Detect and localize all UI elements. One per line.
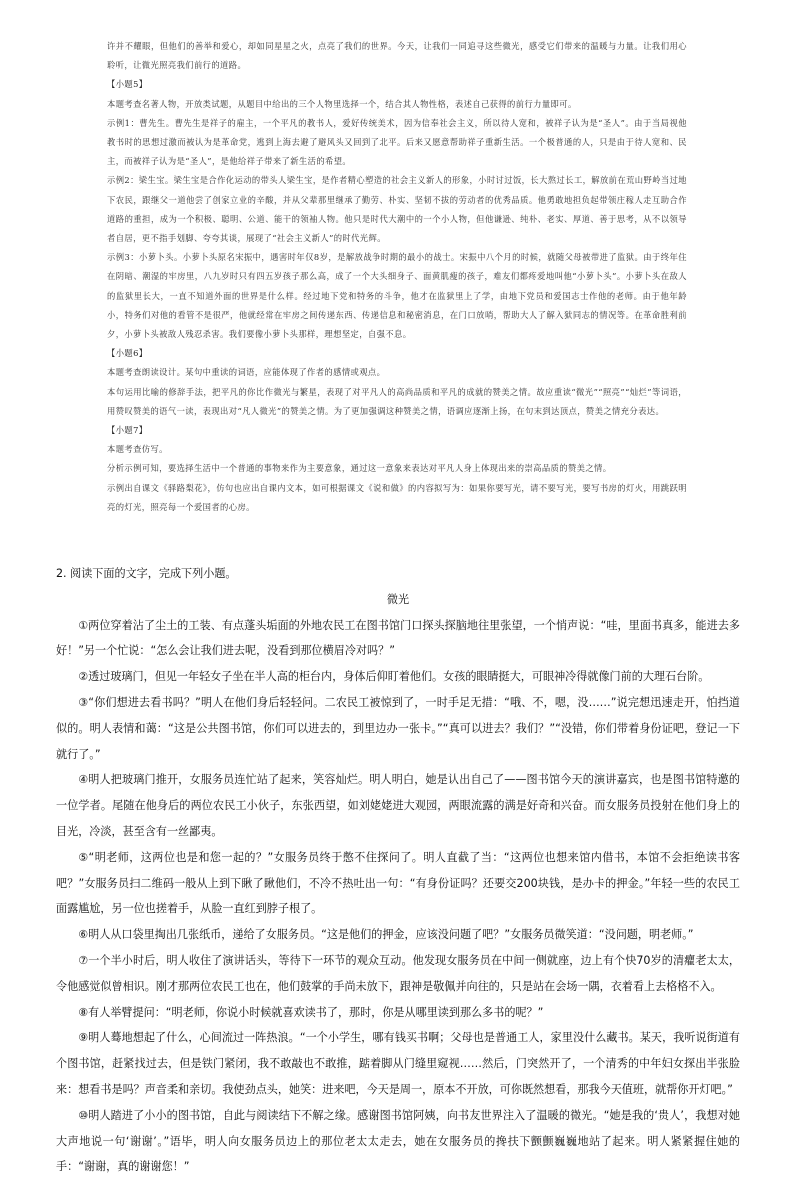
sub-question-tag-7: 【小题7】 — [107, 425, 148, 436]
passage-paragraph: ⑤“明老师，这两位也是和您一起的？”女服务员终于憋不住探问了。明人直截了当：“这两位也想来馆内借书，本馆不会拒绝读书客吧？”女服务员扫二维码一般从上到下瞅了瞅他们，不冷不热吐出一句：“有身份证吗？还要交200块钱，是办卡的押金。”年轻一些的农民工面露尴尬，另一位也搓着手，从脸一直红到脖子根了。 — [56, 850, 740, 916]
passage-paragraph: ⑧有人举臂提问：“明老师，你说小时候就喜欢读书了，那时，你是从哪里读到那么多书的呢？” — [78, 1005, 544, 1019]
answer-example-2: 示例2：梁生宝。梁生宝是合作化运动的带头人梁生宝，是作者精心塑造的社会主义新人的形象，小时讨过饭，长大熬过长工，解放前在荒山野岭当过地下农民，跟继父一道他尝了创家立业的辛酸，并从父辈那里继承了勤劳、朴实、坚韧不拔的劳动者的优秀品质。他勇敢地担负起带领庄稼人走互助合作道路的重担，成为一个积极、聪明、公道、能干的领袖人物。他只是时代大潮中的一个小人物，但他谦逊、纯朴、老实、厚道、善于思考，从不以领导者自居，更不指手划脚、夸夸其谈，展现了“社会主义新人”的时代光辉。 — [107, 175, 687, 244]
answer-example-1: 示例1：曹先生。曹先生是祥子的雇主，一个平凡的教书人，爱好传统美术，因为信奉社会主义，所以待人宽和，被祥子认为是“圣人”。由于当局视他教书时的思想过激而被认为是革命党，逃到上海去避了避风头又回到了北平。后来又愿意帮助祥子重新生活。一个极普通的人，只是由于待人宽和、民主，而被祥子认为是“圣人”，是他给祥子带来了新生活的希望。 — [107, 117, 687, 167]
passage-paragraph: ②透过玻璃门，但见一年轻女子坐在半人高的柜台内，身体后仰盯着他们。女孩的眼睛挺大，可眼神冷得就像门前的大理石台阶。 — [78, 670, 710, 684]
passage-paragraph: ⑩明人踏进了小小的图书馆，自此与阅读结下不解之缘。感谢图书馆阿姨，向书友世界注入了温暖的微光。“她是我的‘贵人’，我想对她大声地说一句‘谢谢’。”语毕，明人向女服务员边上的那位老太太走去，她在女服务员的搀扶下颤颤巍巍地站了起来。明人紧紧握住她的手：“谢谢，真的谢谢您！” — [56, 1108, 740, 1174]
passage-paragraph: ⑦一个半小时后，明人收住了演讲话头，等待下一环节的观众互动。他发现女服务员在中间一侧就座，边上有个快70岁的清癯老太太，令他感觉似曾相识。刚才那两位农民工也在，他们鼓掌的手尚未放下，跟神是敬佩并向往的，只是站在会场一隅，衣着看上去格格不入。 — [56, 953, 740, 993]
answer-paragraph: 本题考查仿写。 — [107, 444, 168, 455]
answer-paragraph: 许并不耀眼，但他们的善举和爱心，却如同星星之火，点亮了我们的世界。今天，让我们一同追寻这些微光，感受它们带来的温暖与力量。让我们用心聆听，让微光照亮我们前行的道路。 — [107, 41, 687, 71]
answer-paragraph: 本题考查名著人物，开放类试题，从题目中给出的三个人物里选择一个，结合其人物性格，表述自己获得的前行力量即可。 — [107, 98, 577, 109]
sub-question-tag-5: 【小题5】 — [107, 79, 148, 90]
passage-paragraph: ④明人把玻璃门推开，女服务员连忙站了起来，笑容灿烂。明人明白，她是认出自己了——图书馆今天的演讲嘉宾，也是图书馆特邀的一位学者。尾随在他身后的两位农民工小伙子，东张西望，如刘姥姥进大观园，两眼流露的满是好奇和兴奋。而女服务员投射在他们身上的目光，冷淡，甚至含有一丝鄙夷。 — [56, 773, 740, 838]
answer-paragraph: 本题考查朗读设计。某句中重读的词语，应能体现了作者的感情或观点。 — [107, 367, 386, 378]
answer-example-3: 示例3：小萝卜头。小萝卜头原名宋振中，遇害时年仅8岁，是解放战争时期的最小的战士。宋振中八个月的时候，就随父母被带进了监狱。由于终年住在阴暗、潮湿的牢房里，八九岁时只有四五岁孩子那么高，成了一个大头细身子、面黄肌瘦的孩子，难友们都疼爱地叫他“小萝卜头”。小萝卜头在敌人的监狱里长大，一直不知道外面的世界是什么样。经过地下党和特务的斗争，他才在监狱里上了学，由地下党员和爱国志士作他的老师。由于他年龄小，特务们对他的看管不是很严，他就经常在牢房之间传递东西、传递信息和秘密消息，在门口放哨，帮助大人了解入狱同志的情况等。在革命胜利前夕，小萝卜头被敌人残忍杀害。我们要像小萝卜头那样，理想坚定，自强不息。 — [107, 252, 687, 340]
passage-paragraph: ⑨明人蓦地想起了什么，心间流过一阵热浪。“一个小学生，哪有钱买书啊；父母也是普通工人，家里没什么藏书。某天，我听说街道有个图书馆，赶紧找过去，但是铁门紧闭，我不敢敲也不敢推，踮着脚从门缝里窥视……然后，门突然开了，一个清秀的中年妇女探出半张脸来：想看书是吗？声音柔和亲切。我使劲点头，她笑：进来吧，今天是周一，原本不开放，可你既然想看，那我今天值班，就帮你开灯吧。” — [56, 1031, 740, 1096]
answer-paragraph: 本句运用比喻的修辞手法，把平凡的你比作微光与繁星，表现了对平凡人的高尚品质和平凡的成就的赞美之情。故应重读“微光”“照亮”“灿烂”等词语，用赞叹赞美的语气一读，表现出对“凡人微光”的赞美之情。为了更加强调这种赞美之情，语调应逐渐上扬，在句末到达顶点，赞美之情充分表达。 — [107, 386, 687, 416]
passage-paragraph: ③“你们想进去看书吗？”明人在他们身后轻轻问。二农民工被惊到了，一时手足无措：“哦、不，嗯，没……”说完想迅速走开，怕挡道似的。明人表情和蔼：“这是公共图书馆，你们可以进去的，到里边办一张卡。”“真可以进去？我们？”“没错，你们带着身份证吧，登记一下就行了。” — [56, 695, 740, 761]
answer-paragraph: 分析示例可知，要选择生活中一个普通的事物来作为主要意象，通过这一意象来表达对平凡人身上体现出来的崇高品质的赞美之情。 — [107, 463, 612, 474]
passage-paragraph: ①两位穿着沾了尘土的工装、有点蓬头垢面的外地农民工在图书馆门口探头探脑地往里张望，一个悄声说：“哇，里面书真多，能进去多好！”另一个忙说：“怎么会让我们进去呢，没看到那位横眉冷对吗？” — [56, 618, 740, 658]
passage-paragraph: ⑥明人从口袋里掏出几张纸币，递给了女服务员。“这是他们的押金，应该没问题了吧？”女服务员微笑道：“没问题，明老师。” — [78, 928, 694, 942]
answer-paragraph: 示例出自课文《驿路梨花》，仿句也应出自课内文本，如可根据课文《说和做》的内容拟写为：如果你要写光，请不要写光，要写书房的灯火，用跳跃明亮的灯光，照亮每一个爱国者的心房。 — [107, 482, 687, 512]
answer-analysis-section — [107, 37, 687, 517]
passage-title: 微光 — [386, 592, 410, 606]
sub-question-tag-6: 【小题6】 — [107, 348, 148, 359]
reading-question-section — [56, 561, 740, 1180]
question-prompt: 2. 阅读下面的文字，完成下列小题。 — [56, 567, 237, 580]
